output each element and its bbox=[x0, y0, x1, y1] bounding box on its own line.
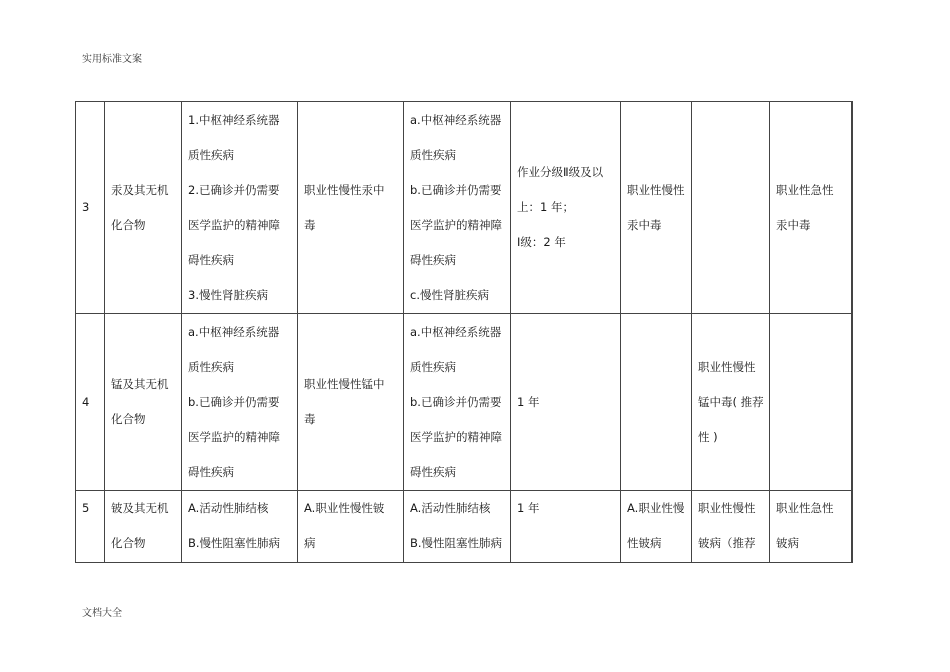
cell-line: Ⅰ级：2 年 bbox=[517, 235, 566, 249]
table-row bbox=[76, 314, 852, 491]
page-header: 实用标准文案 bbox=[82, 54, 142, 65]
post-employment-disease-cell bbox=[621, 491, 692, 563]
row-number-cell bbox=[76, 314, 105, 491]
cell-line: c.慢性肾脏疾病 bbox=[410, 287, 489, 302]
cell-line: 医学监护的精神障 bbox=[188, 217, 280, 232]
substance-name-cell bbox=[105, 102, 182, 314]
target-disease-cell bbox=[298, 491, 404, 563]
cell-line: b.已确诊并仍需要 bbox=[410, 182, 502, 197]
cell-line: 化合物 bbox=[111, 412, 146, 426]
emergency-disease-cell bbox=[770, 491, 852, 563]
cell-line: A.活动性肺结核 bbox=[410, 501, 491, 515]
post-employment-disease-cell bbox=[621, 102, 692, 314]
cell-line: 铍及其无机 bbox=[111, 501, 169, 515]
cell-line: 碍性疾病 bbox=[410, 464, 456, 479]
on-job-contraindications-cell bbox=[404, 102, 511, 314]
emergency-disease-cell bbox=[770, 102, 852, 314]
cell-line: 职业性急性 bbox=[776, 182, 834, 197]
table-row bbox=[76, 491, 852, 563]
cell-line: 病 bbox=[304, 536, 316, 550]
cell-line: 3 bbox=[82, 200, 90, 214]
cell-line: 锰及其无机 bbox=[111, 377, 169, 391]
cell-line: b.已确诊并仍需要 bbox=[410, 394, 502, 409]
substance-name-cell bbox=[105, 314, 182, 491]
row-number-cell bbox=[76, 102, 105, 314]
cell-line: 化合物 bbox=[111, 217, 146, 232]
cell-line: 化合物 bbox=[111, 536, 146, 550]
row-number-cell bbox=[76, 491, 105, 563]
cell-line: a.中枢神经系统器 bbox=[188, 324, 280, 339]
cell-line: 上：1 年； bbox=[517, 200, 574, 214]
cell-line: 作业分级Ⅱ级及以 bbox=[517, 165, 604, 179]
cell-line: 职业性慢性 bbox=[627, 182, 685, 197]
cell-line: 碍性疾病 bbox=[188, 464, 234, 479]
cell-line: 2.已确诊并仍需要 bbox=[188, 182, 280, 197]
substance-name-cell bbox=[105, 491, 182, 563]
cell-line: 3.慢性肾脏疾病 bbox=[188, 287, 268, 302]
on-job-contraindications-cell bbox=[404, 491, 511, 563]
cell-line: 铍病（推荐 bbox=[698, 536, 756, 550]
cell-line: 医学监护的精神障 bbox=[188, 429, 280, 444]
cell-line: 4 bbox=[82, 394, 90, 409]
cell-line: A.职业性慢性铍 bbox=[304, 501, 385, 515]
cell-line: 质性疾病 bbox=[410, 359, 456, 374]
pre-employment-contraindications-cell bbox=[182, 491, 298, 563]
target-disease-cell bbox=[298, 314, 404, 491]
cell-line: 1 年 bbox=[517, 501, 540, 515]
cell-line: A.活动性肺结核 bbox=[188, 501, 269, 515]
cell-line: 毒 bbox=[304, 412, 316, 426]
follow-up-disease-cell bbox=[692, 102, 770, 314]
cell-line: a.中枢神经系统器 bbox=[410, 324, 502, 339]
exam-cycle-cell bbox=[511, 314, 621, 491]
pre-employment-contraindications-cell bbox=[182, 314, 298, 491]
cell-line: 5 bbox=[82, 501, 90, 515]
cell-line: 职业性慢性 bbox=[698, 501, 756, 515]
cell-line: 碍性疾病 bbox=[410, 252, 456, 267]
cell-line: 汞中毒 bbox=[627, 217, 662, 232]
on-job-contraindications-cell bbox=[404, 314, 511, 491]
cell-line: 毒 bbox=[304, 217, 316, 232]
cell-line: 职业性慢性 bbox=[698, 359, 756, 374]
cell-line: 质性疾病 bbox=[188, 359, 234, 374]
table-row bbox=[76, 102, 852, 314]
cell-line: 性铍病 bbox=[627, 536, 662, 550]
cell-line: b.已确诊并仍需要 bbox=[188, 394, 280, 409]
cell-line: 1 年 bbox=[517, 394, 540, 409]
cell-line: 碍性疾病 bbox=[188, 252, 234, 267]
cell-line: 质性疾病 bbox=[188, 147, 234, 162]
cell-line: 汞中毒 bbox=[776, 217, 811, 232]
cell-line: 质性疾病 bbox=[410, 147, 456, 162]
cell-line: A.职业性慢 bbox=[627, 501, 685, 515]
target-disease-cell bbox=[298, 102, 404, 314]
cell-line: 铍病 bbox=[776, 536, 799, 550]
cell-line: 医学监护的精神障 bbox=[410, 429, 502, 444]
follow-up-disease-cell bbox=[692, 491, 770, 563]
page-footer: 文档大全 bbox=[82, 608, 122, 619]
pre-employment-contraindications-cell bbox=[182, 102, 298, 314]
hazard-table bbox=[75, 101, 853, 563]
cell-line: 1.中枢神经系统器 bbox=[188, 112, 280, 127]
emergency-disease-cell bbox=[770, 314, 852, 491]
follow-up-disease-cell bbox=[692, 314, 770, 491]
exam-cycle-cell bbox=[511, 491, 621, 563]
cell-line: 职业性慢性汞中 bbox=[304, 182, 385, 197]
cell-line: 医学监护的精神障 bbox=[410, 217, 502, 232]
cell-line: 性 ) bbox=[698, 429, 718, 444]
cell-line: a.中枢神经系统器 bbox=[410, 112, 502, 127]
cell-line: B.慢性阻塞性肺病 bbox=[410, 536, 503, 550]
cell-line: 职业性慢性锰中 bbox=[304, 377, 385, 391]
cell-line: B.慢性阻塞性肺病 bbox=[188, 536, 281, 550]
post-employment-disease-cell bbox=[621, 314, 692, 491]
cell-line: 锰中毒( 推荐 bbox=[698, 394, 764, 409]
cell-line: 职业性急性 bbox=[776, 501, 834, 515]
exam-cycle-cell bbox=[511, 102, 621, 314]
cell-line: 汞及其无机 bbox=[111, 182, 169, 197]
